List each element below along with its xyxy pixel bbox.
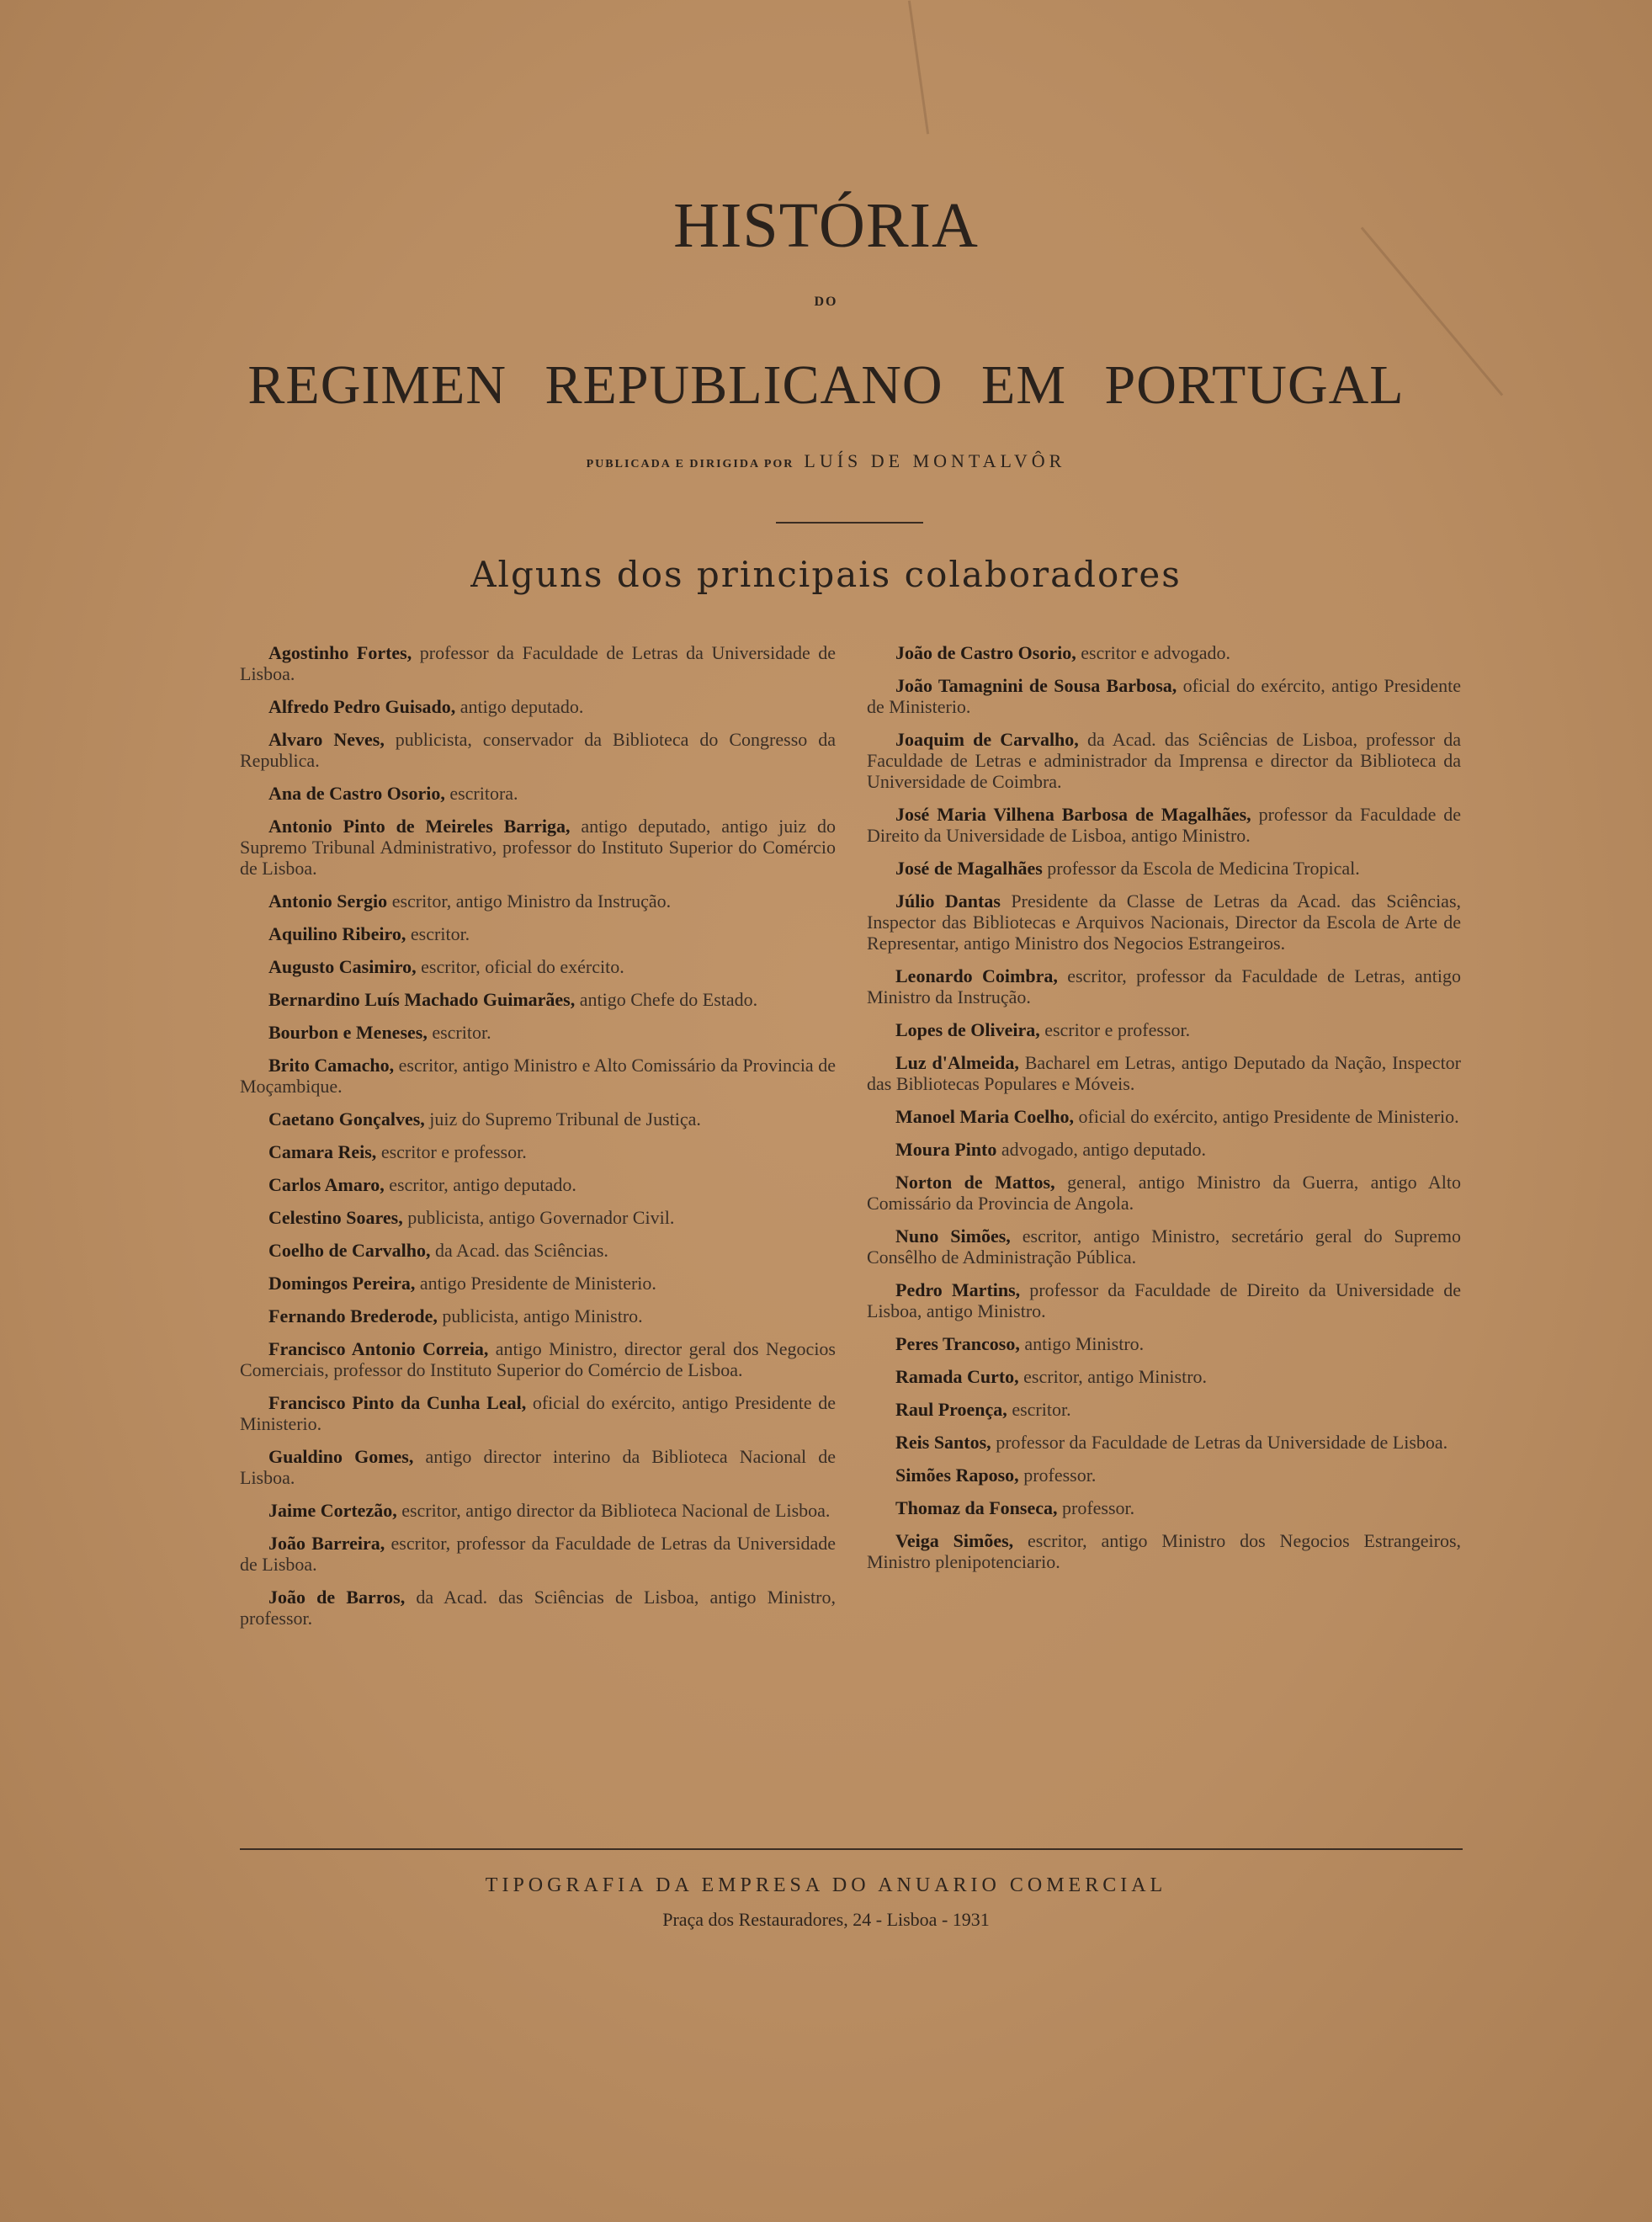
contributor-name: Alfredo Pedro Guisado,: [268, 696, 456, 717]
contributor-name: Reis Santos,: [895, 1432, 991, 1453]
contributor-entry: [240, 1533, 836, 1575]
contributor-entry: [240, 1240, 836, 1261]
contributor-description: professor da Faculdade de Direito da Universidade de Lisboa, antigo Ministro.: [867, 1279, 1461, 1321]
contributor-name: José de Magalhães: [895, 858, 1043, 879]
contributor-description: professor da Faculdade de Direito da Universidade de Lisboa, antigo Ministro.: [867, 804, 1461, 846]
contributor-entry: [867, 729, 1461, 792]
contributor-description: professor da Escola de Medicina Tropical.: [1047, 858, 1360, 879]
contributor-name: Augusto Casimiro,: [268, 956, 417, 977]
contributor-entry: [240, 783, 836, 804]
contributor-entry: [240, 816, 836, 879]
contributor-description: escritor e professor.: [1044, 1019, 1191, 1040]
contributor-name: Peres Trancoso,: [895, 1333, 1020, 1354]
contributor-entry: [867, 1333, 1461, 1354]
contributor-entry: [867, 642, 1461, 663]
contributor-entry: [240, 1338, 836, 1380]
contributor-name: Pedro Martins,: [895, 1279, 1021, 1300]
contributor-name: Ana de Castro Osorio,: [268, 783, 445, 804]
contributor-name: Veiga Simões,: [895, 1530, 1014, 1551]
contributor-description: escritor, antigo Ministro, secretário geral do Supremo Consêlho de Administração Pública.: [867, 1225, 1461, 1268]
contributor-description: professor da Faculdade de Letras da Universidade de Lisboa.: [996, 1432, 1448, 1453]
contributor-description: publicista, antigo Governador Civil.: [407, 1207, 675, 1228]
contributor-description: escritor, antigo Ministro dos Negocios Estrangeiros, Ministro plenipotenciario.: [867, 1530, 1462, 1572]
contributor-entry: [867, 890, 1461, 954]
footer-divider: [240, 1848, 1463, 1850]
contributor-name: Antonio Pinto de Meireles Barriga,: [268, 816, 571, 837]
contributor-description: escritor, professor da Faculdade de Letras da Universidade de Lisboa.: [240, 1533, 837, 1575]
contributor-entry: [867, 1172, 1461, 1214]
contributor-description: antigo director interino da Biblioteca Nacional de Lisboa.: [240, 1446, 836, 1488]
contributor-name: Jaime Cortezão,: [268, 1500, 397, 1521]
contributors-right-column: [867, 642, 1461, 1584]
contributor-entry: [867, 1106, 1461, 1127]
contributor-name: João Barreira,: [268, 1533, 385, 1554]
contributor-name: Antonio Sergio: [268, 890, 388, 912]
contributor-entry: [240, 1273, 836, 1294]
contributor-description: antigo Ministro.: [1024, 1333, 1145, 1354]
contributor-name: Nuno Simões,: [895, 1225, 1011, 1247]
contributor-name: Lopes de Oliveira,: [895, 1019, 1040, 1040]
contributor-entry: [867, 1279, 1461, 1321]
contributor-name: Manoel Maria Coelho,: [895, 1106, 1075, 1127]
contributor-description: professor da Faculdade de Letras da Universidade de Lisboa.: [240, 642, 837, 684]
contributor-entry: [240, 1207, 836, 1228]
byline-prefix: PUBLICADA E DIRIGIDA POR: [586, 458, 794, 470]
contributor-entry: [867, 1432, 1461, 1453]
contributor-name: Brito Camacho,: [268, 1055, 395, 1076]
contributor-name: Francisco Antonio Correia,: [268, 1338, 489, 1359]
contributor-description: escritor, antigo Ministro.: [1023, 1366, 1208, 1387]
contributor-description: antigo deputado, antigo juiz do Supremo Tribunal Administrativo, professor do Instituto Superior do Comércio de Lisboa.: [240, 816, 837, 879]
printer-address: Praça dos Restauradores, 24 - Lisboa - 1931: [662, 1909, 990, 1930]
contributor-description: professor.: [1023, 1464, 1097, 1486]
contributor-name: Moura Pinto: [895, 1139, 997, 1160]
contributor-entry: [240, 1446, 836, 1488]
contributor-description: general, antigo Ministro da Guerra, antigo Alto Comissário da Provincia de Angola.: [867, 1172, 1462, 1214]
contributors-left-column: [240, 642, 836, 1640]
contributor-entry: [867, 675, 1461, 717]
contributor-entry: [240, 1055, 836, 1097]
contributor-description: da Acad. das Sciências de Lisboa, antigo Ministro, professor.: [240, 1587, 836, 1629]
contributor-entry: [240, 1392, 836, 1434]
contributor-entry: [240, 1141, 836, 1162]
contributor-description: escritor.: [410, 923, 470, 944]
contributor-entry: [867, 1225, 1461, 1268]
contributor-entry: [240, 1587, 836, 1629]
contributor-name: José Maria Vilhena Barbosa de Magalhães,: [895, 804, 1251, 825]
contributor-entry: [867, 1399, 1461, 1420]
contributor-entry: [867, 1497, 1461, 1518]
contributor-name: Luz d'Almeida,: [895, 1052, 1019, 1073]
contributor-entry: [867, 1366, 1461, 1387]
contributor-name: Ramada Curto,: [895, 1366, 1019, 1387]
contributor-name: Coelho de Carvalho,: [268, 1240, 431, 1261]
contributor-name: Aquilino Ribeiro,: [268, 923, 406, 944]
contributor-description: escritor.: [1012, 1399, 1071, 1420]
contributor-name: Thomaz da Fonseca,: [895, 1497, 1058, 1518]
contributor-name: Raul Proença,: [895, 1399, 1007, 1420]
contributor-description: antigo deputado.: [459, 696, 584, 717]
contributor-name: Leonardo Coimbra,: [895, 965, 1058, 986]
contributor-entry: [240, 1022, 836, 1043]
contributor-name: Norton de Mattos,: [895, 1172, 1055, 1193]
contributor-name: Fernando Brederode,: [268, 1305, 438, 1326]
contributor-entry: [240, 989, 836, 1010]
contributor-description: escritor, antigo deputado.: [389, 1174, 576, 1195]
contributor-entry: [240, 1174, 836, 1195]
contributor-description: escritor, antigo Ministro e Alto Comissário da Provincia de Moçambique.: [240, 1055, 836, 1097]
contributor-name: João de Castro Osorio,: [895, 642, 1076, 663]
contributor-description: Bacharel em Letras, antigo Deputado da Nação, Inspector das Bibliotecas Populares e Móveis.: [867, 1052, 1462, 1094]
title-connector: DO: [814, 295, 838, 309]
contributor-entry: [867, 858, 1461, 879]
contributor-description: oficial do exército, antigo Presidente de Ministerio.: [1078, 1106, 1459, 1127]
contributor-entry: [867, 965, 1461, 1007]
contributor-name: Carlos Amaro,: [268, 1174, 385, 1195]
contributor-name: Joaquim de Carvalho,: [895, 729, 1079, 750]
contributor-description: escritor e professor.: [380, 1141, 527, 1162]
contributor-entry: [240, 890, 836, 912]
contributor-description: da Acad. das Sciências.: [435, 1240, 608, 1261]
contributor-description: antigo Chefe do Estado.: [579, 989, 758, 1010]
contributor-description: escritor.: [432, 1022, 491, 1043]
contributor-entry: [240, 1305, 836, 1326]
contributor-description: publicista, conservador da Biblioteca do Congresso da Republica.: [240, 729, 836, 771]
divider: [776, 522, 923, 524]
contributor-name: Júlio Dantas: [895, 890, 1001, 912]
contributor-entry: [240, 956, 836, 977]
contributor-description: publicista, antigo Ministro.: [442, 1305, 643, 1326]
document-title: HISTÓRIA: [673, 190, 979, 261]
contributor-entry: [867, 804, 1461, 846]
contributor-name: Bernardino Luís Machado Guimarães,: [268, 989, 576, 1010]
contributor-entry: [240, 1108, 836, 1130]
contributor-description: escritor, oficial do exército.: [421, 956, 624, 977]
printer-name: TIPOGRAFIA DA EMPRESA DO ANUARIO COMERCIAL: [485, 1874, 1167, 1896]
contributor-description: escritor, antigo director da Biblioteca Nacional de Lisboa.: [401, 1500, 831, 1521]
contributor-description: Presidente da Classe de Letras da Acad. das Sciências, Inspector das Bibliotecas e Arquivos Nacionais, Director da Escola de Arte de Representar, antigo Ministro dos Negocios Estrangeiros.: [867, 890, 1462, 954]
contributor-name: Celestino Soares,: [268, 1207, 403, 1228]
contributor-entry: [867, 1530, 1461, 1572]
contributor-description: escritora.: [449, 783, 518, 804]
contributor-description: oficial do exército, antigo Presidente de Ministerio.: [867, 675, 1462, 717]
contributor-entry: [867, 1052, 1461, 1094]
contributor-description: advogado, antigo deputado.: [1001, 1139, 1207, 1160]
contributor-name: Francisco Pinto da Cunha Leal,: [268, 1392, 527, 1413]
contributor-description: professor.: [1062, 1497, 1135, 1518]
contributor-description: juiz do Supremo Tribunal de Justiça.: [429, 1108, 701, 1130]
contributor-name: Alvaro Neves,: [268, 729, 385, 750]
paper-crease: [908, 1, 929, 135]
contributor-entry: [240, 642, 836, 684]
contributor-description: escritor, antigo Ministro da Instrução.: [391, 890, 672, 912]
contributor-entry: [867, 1139, 1461, 1160]
contributor-name: Domingos Pereira,: [268, 1273, 416, 1294]
contributor-entry: [240, 696, 836, 717]
contributor-description: antigo Presidente de Ministerio.: [419, 1273, 656, 1294]
contributor-description: oficial do exército, antigo Presidente de Ministerio.: [240, 1392, 837, 1434]
contributor-name: Simões Raposo,: [895, 1464, 1019, 1486]
contributor-name: João de Barros,: [268, 1587, 406, 1608]
contributor-description: escritor e advogado.: [1081, 642, 1230, 663]
contributor-name: Bourbon e Meneses,: [268, 1022, 428, 1043]
document-subtitle: REGIMEN REPUBLICANO EM PORTUGAL: [247, 354, 1405, 416]
contributor-entry: [867, 1019, 1461, 1040]
byline-editor: LUÍS DE MONTALVÔR: [804, 450, 1066, 471]
byline: [0, 450, 1652, 472]
section-heading: Alguns dos principais colaboradores: [470, 554, 1182, 595]
contributor-name: Gualdino Gomes,: [268, 1446, 414, 1467]
contributor-description: antigo Ministro, director geral dos Negocios Comerciais, professor do Instituto Superior do Comércio de Lisboa.: [240, 1338, 836, 1380]
contributor-name: Agostinho Fortes,: [268, 642, 412, 663]
contributor-entry: [240, 1500, 836, 1521]
contributor-name: Camara Reis,: [268, 1141, 377, 1162]
contributor-description: escritor, professor da Faculdade de Letras, antigo Ministro da Instrução.: [867, 965, 1462, 1007]
contributor-entry: [867, 1464, 1461, 1486]
contributor-entry: [240, 923, 836, 944]
contributor-name: Caetano Gonçalves,: [268, 1108, 425, 1130]
contributor-entry: [240, 729, 836, 771]
contributor-name: João Tamagnini de Sousa Barbosa,: [895, 675, 1177, 696]
contributor-description: da Acad. das Sciências de Lisboa, professor da Faculdade de Letras e administrador da Imprensa e director da Biblioteca da Universidade de Coimbra.: [867, 729, 1461, 792]
